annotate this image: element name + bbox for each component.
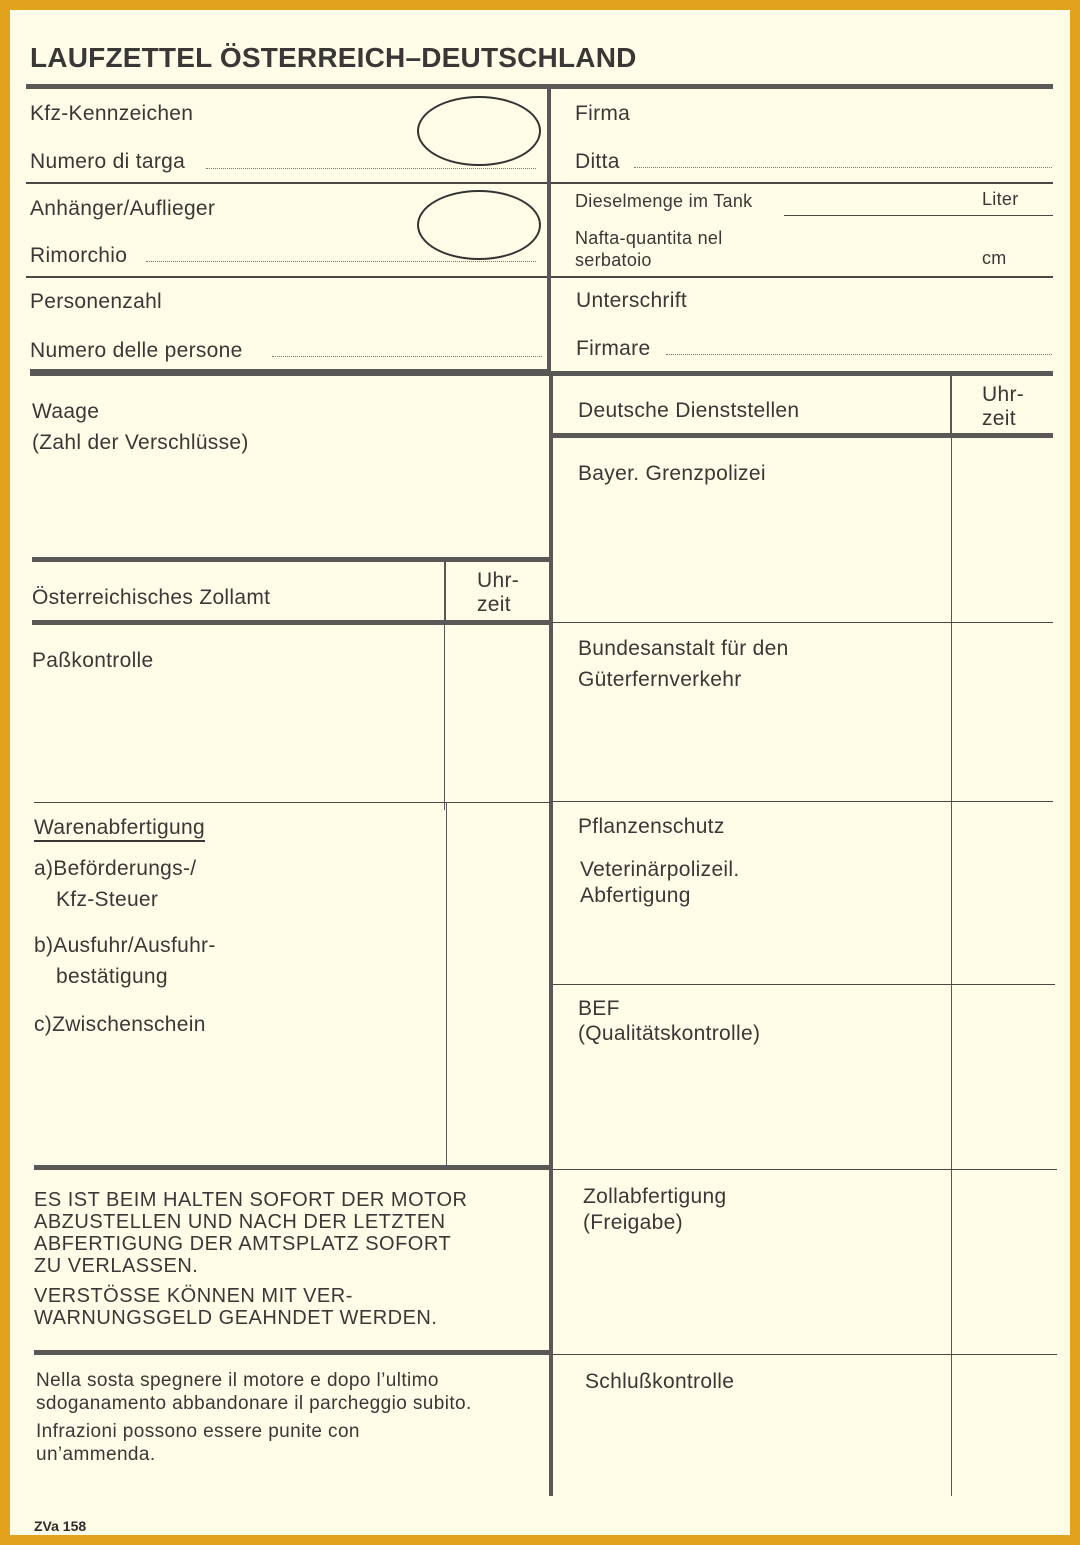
notice-it-1: Nella sosta spegnere il motore e dopo l’ultimo sdoganamento abbandonare il parcheggio subito. <box>36 1370 472 1414</box>
vet-label-1: Veterinärpolizeil. <box>580 858 740 881</box>
signature-field[interactable] <box>666 354 1052 355</box>
section-rule <box>551 433 1053 438</box>
rimorchio-label: Rimorchio <box>30 244 128 267</box>
rule <box>553 984 1055 985</box>
rule <box>551 801 1053 802</box>
notice-it-2: Infrazioni possono essere punite con un’ammenda. <box>36 1421 360 1465</box>
trailer-label: Anhänger/Auflieger <box>30 197 216 220</box>
schluss-label: Schlußkontrolle <box>585 1370 735 1393</box>
zoll-label-2: (Freigabe) <box>583 1211 683 1234</box>
targa-label: Numero di targa <box>30 150 186 173</box>
uhrzeit-label-1: Uhr- <box>477 569 520 592</box>
vet-label-2: Abfertigung <box>580 884 691 907</box>
form-code: ZVa 158 <box>34 1518 87 1534</box>
item-a-1: a)Beförderungs-/ <box>34 857 197 880</box>
uhrzeit-right-2: zeit <box>982 407 1016 430</box>
rule <box>551 182 1053 184</box>
diesel-label: Dieselmenge im Tank <box>575 191 753 211</box>
bag-label-2: Güterfernverkehr <box>578 668 742 691</box>
diesel-field[interactable] <box>784 215 1053 216</box>
firmare-label: Firmare <box>576 337 651 360</box>
rule <box>551 622 1053 623</box>
persons-label: Personenzahl <box>30 290 163 313</box>
zoll-label-1: Zollabfertigung <box>583 1185 727 1208</box>
notice-de-2: VERSTÖSSE KÖNNEN MIT VER- WARNUNGSGELD GEAHNDET WERDEN. <box>34 1285 438 1329</box>
time-col-line-right <box>951 438 952 1496</box>
waren-label: Warenabfertigung <box>34 817 205 842</box>
nafta-label-2: serbatoio <box>575 250 652 270</box>
top-rule <box>26 84 1053 89</box>
pflanzen-label: Pflanzenschutz <box>578 815 725 838</box>
section-rule <box>32 557 550 562</box>
time-col-divider <box>444 562 446 622</box>
uhrzeit-right-1: Uhr- <box>982 383 1025 406</box>
bef-label-1: BEF <box>578 997 620 1020</box>
section-rule <box>32 620 550 625</box>
notice-de-1: ES IST BEIM HALTEN SOFORT DER MOTOR ABZUSTELLEN UND NACH DER LETZTEN ABFERTIGUNG DER AMTSPLATZ SOFORT ZU VERLASSEN. <box>34 1189 468 1277</box>
signature-label: Unterschrift <box>576 289 687 312</box>
pass-label: Paßkontrolle <box>32 649 154 672</box>
section-rule <box>550 371 1053 376</box>
time-col-line <box>446 802 447 1168</box>
bag-label-1: Bundesanstalt für den <box>578 637 789 660</box>
item-a-2: Kfz-Steuer <box>56 888 159 911</box>
rule <box>553 1169 1057 1170</box>
firma-label: Firma <box>575 102 631 125</box>
rule <box>553 1354 1057 1355</box>
form-page <box>10 10 1070 1535</box>
liter-unit: Liter <box>982 189 1019 209</box>
rule <box>34 802 550 803</box>
zollamt-label: Österreichisches Zollamt <box>32 586 271 609</box>
targa-field[interactable] <box>206 168 536 169</box>
item-c: c)Zwischenschein <box>34 1013 206 1036</box>
section-rule <box>30 369 550 376</box>
page-title: LAUFZETTEL ÖSTERREICH–DEUTSCHLAND <box>30 42 637 73</box>
ditta-field[interactable] <box>634 167 1052 168</box>
rimorchio-field[interactable] <box>146 261 536 262</box>
waage-label: Waage <box>32 400 100 423</box>
plate-oval[interactable] <box>417 96 541 166</box>
kfz-label: Kfz-Kennzeichen <box>30 102 194 125</box>
nafta-label-1: Nafta-quantita nel <box>575 228 723 248</box>
rule <box>551 276 1053 278</box>
time-col-line <box>444 624 445 810</box>
center-divider-bottom <box>549 376 553 1496</box>
item-b-2: bestätigung <box>56 965 168 988</box>
rule <box>26 182 547 184</box>
rule <box>26 276 547 278</box>
time-col-divider <box>950 376 952 436</box>
uhrzeit-label-2: zeit <box>477 593 511 616</box>
section-rule <box>34 1350 552 1355</box>
waage-sub: (Zahl der Verschlüsse) <box>32 431 249 454</box>
center-divider-top <box>547 88 551 374</box>
item-b-1: b)Ausfuhr/Ausfuhr- <box>34 934 216 957</box>
bef-label-2: (Qualitätskontrolle) <box>578 1022 761 1045</box>
persons-field[interactable] <box>272 356 542 357</box>
grenz-label: Bayer. Grenzpolizei <box>578 462 766 485</box>
trailer-oval[interactable] <box>417 190 541 260</box>
ditta-label: Ditta <box>575 150 620 173</box>
section-rule <box>34 1165 552 1170</box>
persons-it-label: Numero delle persone <box>30 339 243 362</box>
dienst-label: Deutsche Dienststellen <box>578 399 800 422</box>
cm-unit: cm <box>982 248 1007 268</box>
